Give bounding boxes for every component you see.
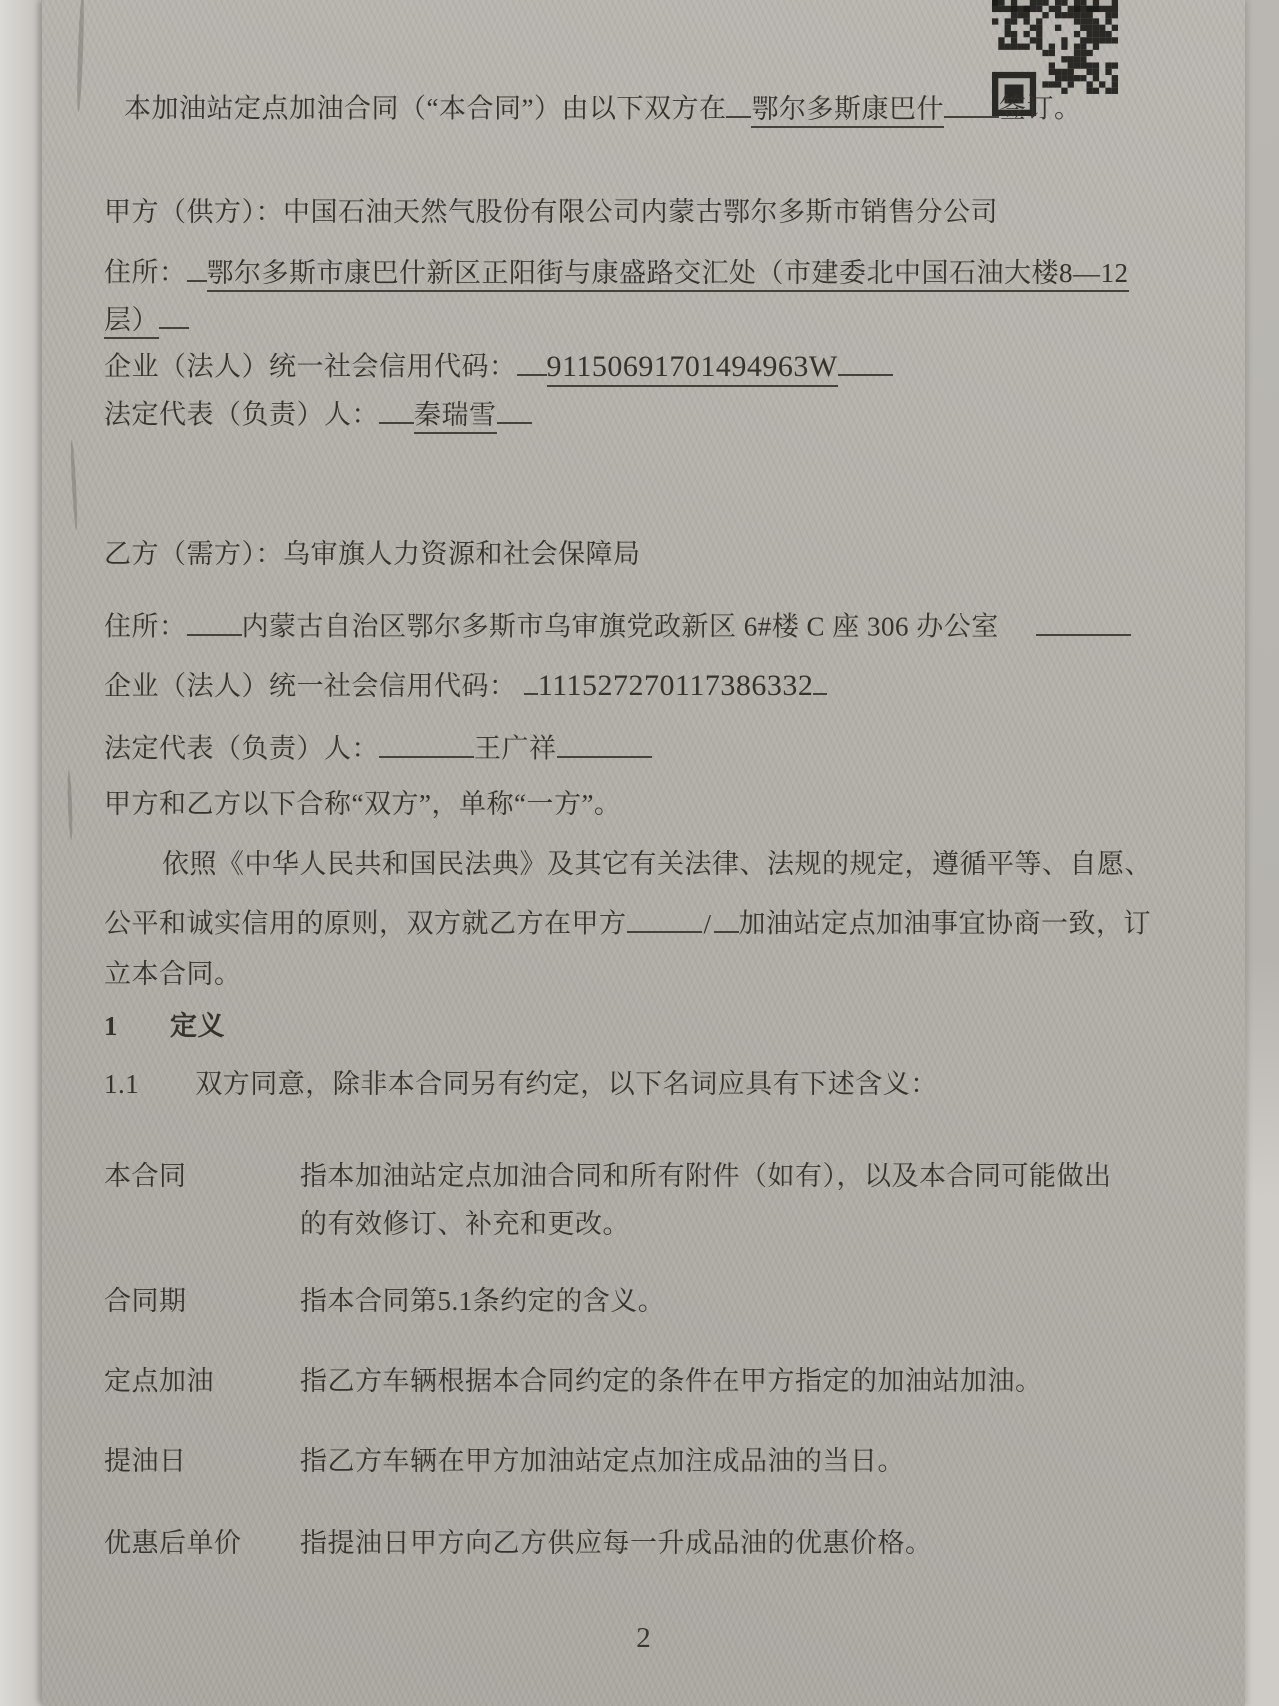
legal-rep-label: 法定代表（负责）人： <box>104 399 379 430</box>
section-1-heading <box>104 1008 225 1044</box>
section-1-number: 1 <box>104 1011 118 1041</box>
party-a-name: 中国石油天然气股份有限公司内蒙古鄂尔多斯市销售分公司 <box>283 197 998 227</box>
legal-rep-label: 法定代表（负责）人： <box>104 733 379 764</box>
section-1-title: 定义 <box>170 1011 225 1041</box>
blank-underline <box>517 344 547 376</box>
credit-code-label: 企业（法人）统一社会信用代码： <box>104 671 517 701</box>
blank-underline <box>627 901 702 933</box>
blank-underline <box>557 726 652 758</box>
definition-term: 合同期 <box>104 1286 187 1316</box>
blank-underline <box>838 344 893 376</box>
page-number: 2 <box>636 1622 651 1654</box>
blank-underline <box>159 297 189 329</box>
contract-document-page <box>42 0 1245 1706</box>
definition-term: 提油日 <box>104 1446 187 1476</box>
recital-line2-pre: 公平和诚实信用的原则，双方就乙方在甲方 <box>104 908 627 939</box>
joint-name-sentence: 甲方和乙方以下合称“双方”，单称“一方”。 <box>104 789 622 819</box>
party-a-name-line <box>104 194 998 230</box>
party-a-address-line2 <box>104 297 189 338</box>
party-b-label: 乙方（需方）： <box>104 539 283 569</box>
signing-place-value: 鄂尔多斯康巴什 <box>751 94 944 128</box>
paper-crease <box>76 0 85 112</box>
slash-mark: / <box>703 908 712 939</box>
paper-crease <box>67 770 73 840</box>
credit-code-label: 企业（法人）统一社会信用代码： <box>104 351 517 382</box>
party-b-name: 乌审旗人力资源和社会保障局 <box>283 539 641 569</box>
party-b-rep-value: 王广祥 <box>474 733 557 764</box>
blank-underline <box>379 392 414 424</box>
definition-text: 指乙方车辆根据本合同约定的条件在甲方指定的加油站加油。 <box>300 1366 1043 1396</box>
blank-underline <box>714 901 739 933</box>
definition-term: 优惠后单价 <box>104 1528 242 1558</box>
party-b-address-value: 内蒙古自治区鄂尔多斯市乌审旗党政新区 6#楼 C 座 306 办公室 <box>241 611 999 642</box>
definition-text: 指本合同第5.1条约定的含义。 <box>300 1286 666 1316</box>
definition-text: 指本加油站定点加油合同和所有附件（如有），以及本合同可能做出 <box>300 1161 1112 1191</box>
address-label: 住所： <box>104 257 187 288</box>
address-label: 住所： <box>104 611 187 642</box>
intro-prefix: 本加油站定点加油合同（“本合同”）由以下双方在 <box>124 93 727 124</box>
definition-term: 本合同 <box>104 1161 187 1191</box>
party-b-rep-line <box>104 726 652 767</box>
party-a-credit-value: 91150691701494963W <box>547 350 838 387</box>
party-a-credit-line <box>104 344 893 387</box>
underscore-mark <box>524 667 538 695</box>
party-b-credit-value: 111527270117386332 <box>537 669 814 702</box>
party-a-rep-value: 秦瑞雪 <box>414 400 497 434</box>
party-b-credit-line <box>104 666 827 707</box>
clause-1-1-text: 双方同意，除非本合同另有约定，以下名词应具有下述含义： <box>195 1069 938 1099</box>
recital-line1: 依照《中华人民共和国民法典》及其它有关法律、法规的规定，遵循平等、自愿、 <box>162 849 1152 879</box>
blank-underline <box>1036 604 1131 636</box>
party-a-rep-line <box>104 392 532 433</box>
definition-text: 指乙方车辆在甲方加油站定点加注成品油的当日。 <box>300 1446 905 1476</box>
blank-underline <box>944 86 999 118</box>
clause-1-1 <box>104 1066 938 1102</box>
blank-underline <box>379 726 474 758</box>
blank-underline <box>187 250 207 282</box>
party-a-address-value-2: 层） <box>104 305 159 339</box>
party-a-address-value: 鄂尔多斯市康巴什新区正阳街与康盛路交汇处（市建委北中国石油大楼8—12 <box>207 258 1129 292</box>
definition-term: 定点加油 <box>104 1366 214 1396</box>
blank-underline <box>726 86 751 118</box>
intro-sentence <box>124 86 1081 127</box>
paper-crease <box>70 440 79 530</box>
blank-underline <box>187 604 242 636</box>
definition-text: 指提油日甲方向乙方供应每一升成品油的优惠价格。 <box>300 1528 933 1558</box>
blank-underline <box>497 392 532 424</box>
recital-line2-post: 加油站定点加油事宜协商一致，订 <box>738 908 1152 939</box>
clause-1-1-number: 1.1 <box>104 1069 140 1099</box>
definition-text: 的有效修订、补充和更改。 <box>300 1209 630 1239</box>
party-b-address-line <box>104 604 1131 645</box>
party-a-label: 甲方（供方）： <box>104 197 283 227</box>
recital-line3: 立本合同。 <box>104 959 242 989</box>
party-b-name-line <box>104 536 641 572</box>
recital-line2 <box>104 901 1151 942</box>
intro-suffix: 签订。 <box>998 93 1082 124</box>
party-a-address-line1 <box>104 250 1129 291</box>
underscore-mark <box>813 667 827 695</box>
